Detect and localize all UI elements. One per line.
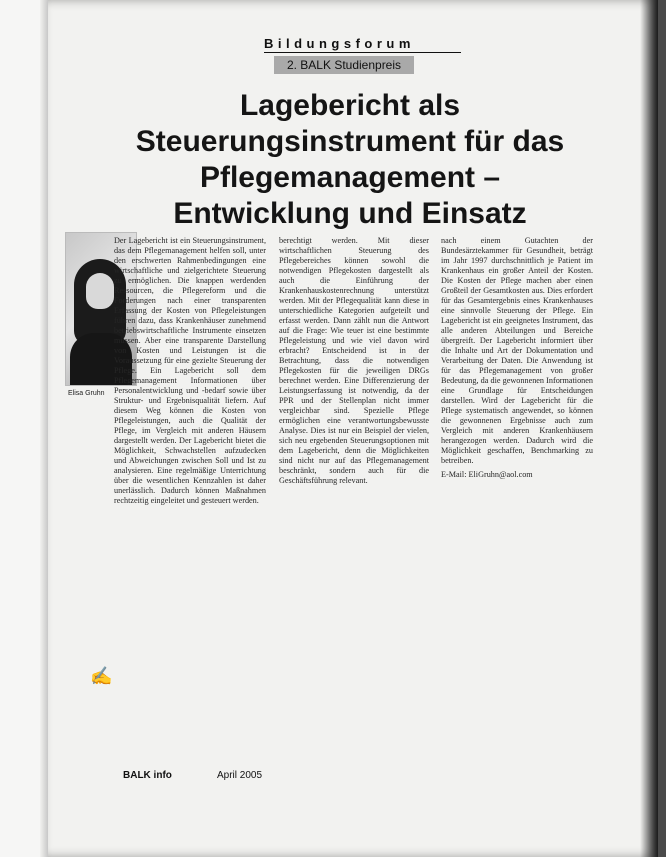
column-1-text: Der Lagebericht ist ein Steuerungsinstrument, das dem Pflegemanagement helfen soll, unter den erschwerten Rahmenbedingungen eine wirtschaftliche und zielgerichtete Steuerung zu ermöglichen. Die knappen werdenden Ressourcen, die Pflegereform und die Forderungen nach einer transparenten Erfassung der Kosten von Pflegeleistungen führen dazu, dass Krankenhäuser zunehmend betriebswirtschaftliche Instrumente einsetzen müssen. Aber eine transparente Darstellung von Kosten und Leistungen ist die Voraussetzung für eine gezielte Steuerung der Pflege. Ein Lagebericht soll dem Pflegemanagement Informationen über Personalentwicklung und -bedarf sowie über Struktur- und Ergebnisqualität liefern. Auf diesem Weg können die Kosten von Pflegeleistungen, auch die Qualität der Pflege, im Vergleich mit anderen Häusern dargestellt werden. Der Lagebericht bietet die Möglichkeit, Schwachstellen aufzudecken und Abweichungen zwischen Soll und Ist zu analysieren. Eine regelmäßige Unterrichtung über die wesentlichen Kennzahlen ist daher unerlässlich. Dadurch können Maßnahmen rechtzeitig eingeleitet und gesteuert werden. [114, 236, 266, 505]
photo-face [86, 273, 114, 309]
article-column-2 [279, 236, 429, 490]
magazine-logo: BALK info [123, 770, 172, 781]
column-3-text: nach einem Gutachten der Bundesärztekammer für Gesundheit, beträgt im Jahr 1997 durchschnittlich je Patient im Krankenhaus ein großer Anteil der Kosten. Die Kosten der Pflege machen aber einen Großteil der Gesamtkosten aus. Dies erfordert für das Gesamtergebnis eines Krankenhauses eine sinnvolle Steuerung der Pflege. Ein Lagebericht ist ein geeignetes Instrument, das alle anderen Abteilungen und Bereiche übergreift. Der Lagebericht informiert über die Inhalte und Art der Dokumentation und Verarbeitung der Daten. Die Anwendung ist für das Pflegemanagement von großer Bedeutung, da die gewonnenen Informationen eine Grundlage für Entscheidungen darstellen. Wird der Lagebericht für die Pflege systematisch angewendet, so können die gewonnenen Ergebnisse auch zum Vergleich mit anderen Krankenhäusern herangezogen werden. Dadurch wird die Möglichkeit geschaffen, Benchmarking zu betreiben. [441, 236, 593, 465]
article-column-3 [441, 236, 593, 484]
article-title: Lagebericht als Steuerungsinstrument für das Pflegemanagement – Entwicklung und Einsatz [135, 89, 565, 230]
article-column-1 [114, 236, 266, 510]
column-2-text: berechtigt werden. Mit dieser wirtschaftlichen Steuerung des Pflegebereiches können sowohl die notwendigen Pflegekosten dargestellt als auch die Einführung der Krankenhauskostenrechnung unterstützt werden. Mit der Pflegequalität kann diese in unterschiedliche Kategorien aufgeteilt und erfasst werden. Dann zählt nun die Antwort auf die Frage: Wie teuer ist eine bestimmte Pflegeleistung und wie viel davon wird erbracht? Entscheidend ist in der Betrachtung, dass die notwendigen Pflegekosten für die jeweiligen DRGs berechnet werden. Eine Differenzierung der Leistungserfassung ist notwendig, da der PPR und der Stellenplan nicht immer vergleichbar sind. Spezielle Pflege ermöglichen eine verantwortungsbewusste Analyse. Dies ist nur ein Beispiel der vielen, sich neu ergebenden Steuerungsoptionen mit dem Lagebericht, denn die Möglichkeiten sind nicht nur auf das Pflegemanagement beschränkt, sondern auch für die Geschäftsführung relevant. [279, 236, 429, 485]
header-rule [264, 52, 461, 53]
contact-email: E-Mail: EliGruhn@aol.com [441, 470, 533, 479]
issue-date: April 2005 [217, 770, 263, 781]
prize-badge: 2. BALK Studienpreis [274, 56, 414, 74]
section-label: Bildungsforum [264, 36, 415, 51]
scan-edge-shadow [640, 0, 658, 857]
photo-caption: Elisa Gruhn [68, 390, 105, 397]
pen-icon: ✍ [90, 666, 113, 686]
